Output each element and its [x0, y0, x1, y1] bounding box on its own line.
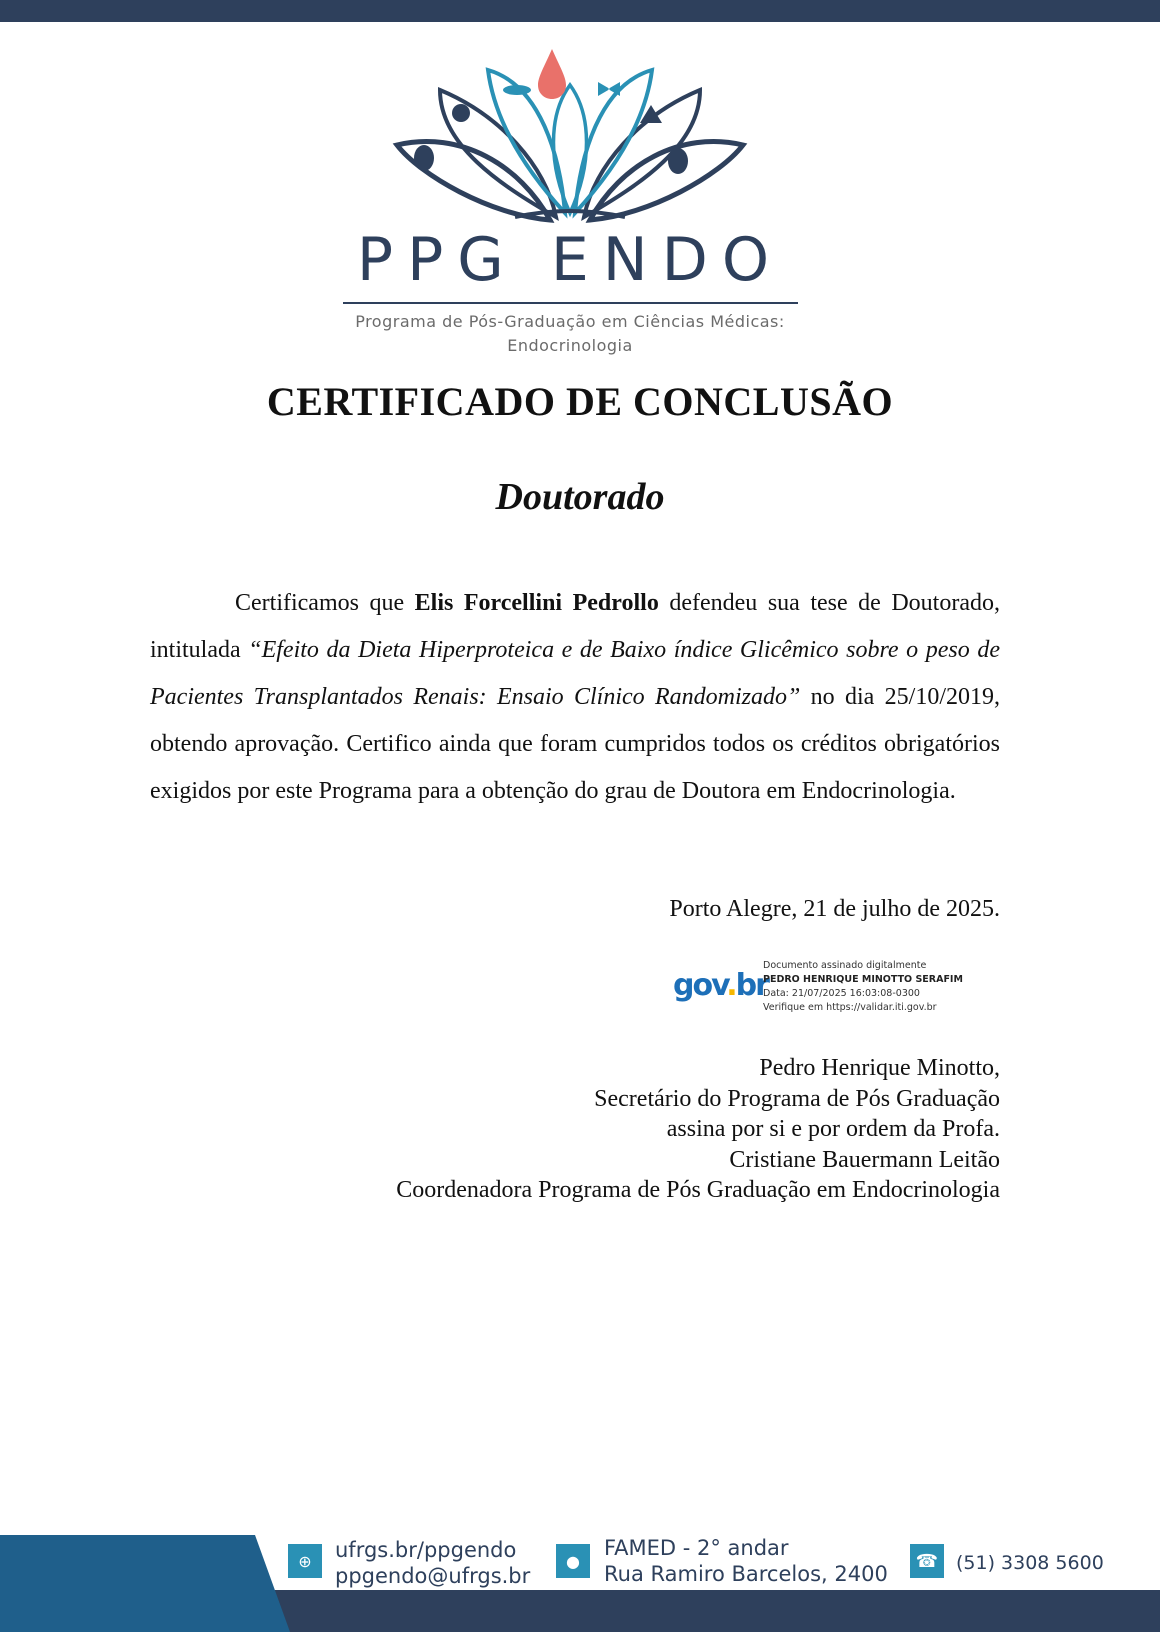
logo-divider — [343, 302, 798, 304]
ppg-endo-logo — [320, 45, 820, 365]
body-after-name: defendeu sua tese de Doutorado, intitulada — [150, 590, 1000, 663]
signature-verify: Verifique em https://validar.iti.gov.br — [763, 1002, 937, 1013]
lotus-emblem-icon — [320, 45, 820, 235]
footer-contact-web — [335, 1537, 530, 1589]
certificate-title: CERTIFICADO DE CONCLUSÃO — [266, 379, 894, 424]
footer-address-line2: Rua Ramiro Barcelos, 2400 — [604, 1562, 888, 1586]
signer-line5: Coordenadora Programa de Pós Graduação em Endocrinologia — [396, 1177, 1000, 1203]
footer-email[interactable]: ppgendo@ufrgs.br — [335, 1564, 531, 1588]
logo-subtitle-line1: Programa de Pós-Graduação em Ciências Médicas: — [355, 312, 785, 331]
signature-line1: Documento assinado digitalmente — [763, 960, 927, 971]
signature-details — [763, 959, 963, 1015]
digital-signature-stamp — [670, 955, 1000, 1025]
govbr-logo: gov.br — [673, 968, 768, 1003]
footer-address — [604, 1535, 888, 1587]
certificate-body — [150, 580, 1000, 815]
phone-icon: ☎ — [910, 1544, 944, 1578]
footer-web[interactable]: ufrgs.br/ppgendo — [335, 1538, 517, 1562]
degree-title: Doutorado — [495, 476, 665, 518]
student-name: Elis Forcellini Pedrollo — [414, 590, 659, 616]
place-date: Porto Alegre, 21 de julho de 2025. — [669, 896, 1000, 922]
map-pin-icon: ● — [556, 1544, 590, 1578]
footer-address-line1: FAMED - 2° andar — [604, 1536, 789, 1560]
signer-line1: Pedro Henrique Minotto, — [759, 1055, 1000, 1081]
footer-wedge — [0, 1535, 300, 1632]
logo-subtitle-line2: Endocrinologia — [507, 336, 633, 355]
signature-block — [150, 1053, 1000, 1206]
globe-icon: ⊕ — [288, 1544, 322, 1578]
logo-title: PPG ENDO — [356, 225, 784, 295]
signer-name: PEDRO HENRIQUE MINOTTO SERAFIM — [763, 974, 963, 985]
signer-line2: Secretário do Programa de Pós Graduação — [594, 1085, 1000, 1112]
footer-phone[interactable]: (51) 3308 5600 — [956, 1552, 1104, 1574]
thesis-title: “Efeito da Dieta Hiperproteica e de Baixo índice Glicêmico sobre o peso de Pacientes Transplantados Renais: Ensaio Clínico Randomizado” — [150, 637, 1000, 710]
top-bar — [0, 0, 1160, 22]
logo-subtitle — [320, 310, 820, 358]
signer-line3: assina por si e por ordem da Profa. — [666, 1116, 1000, 1142]
body-intro: Certificamos que — [235, 590, 415, 616]
signature-date: Data: 21/07/2025 16:03:08-0300 — [763, 988, 920, 999]
body-rest: no dia 25/10/2019, obtendo aprovação. Certifico ainda que foram cumpridos todos os créditos obrigatórios exigidos por este Programa para a obtenção do grau de Doutora em Endocrinologia. — [150, 684, 1001, 804]
signer-line4: Cristiane Bauermann Leitão — [729, 1146, 1000, 1173]
